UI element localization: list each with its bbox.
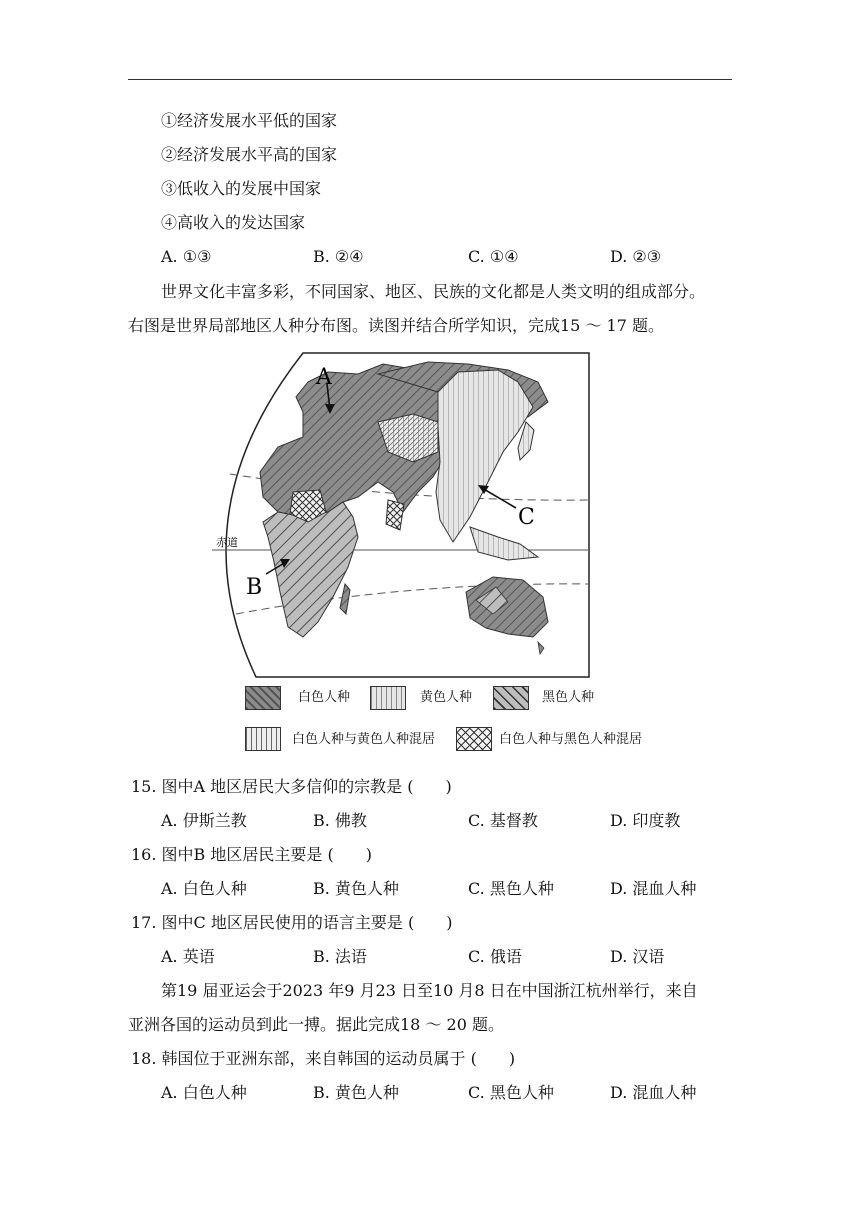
legend-swatch-yellow [370,686,406,710]
legend-label-white-yellow: 白色人种与黄色人种混居 [292,732,436,747]
map-label-a: A [316,365,332,390]
intro2-line-1: 第19 届亚运会于2023 年9 月23 日至10 月8 日在中国浙江杭州举行，来自 [161,981,698,1000]
prev-item-2: ②经济发展水平高的国家 [161,145,338,164]
prev-item-4: ④高收入的发达国家 [161,213,306,232]
q15-choice-d: D. 印度教 [610,811,681,830]
q18-choice-b: B. 黄色人种 [313,1083,399,1102]
map-svg [208,352,592,678]
q18-choice-a: A. 白色人种 [161,1083,247,1102]
legend-swatch-white-yellow [245,727,281,751]
q16-choice-a: A. 白色人种 [161,879,247,898]
q18-choice-d: D. 混血人种 [610,1083,697,1102]
map-label-c: C [518,505,535,530]
q18-stem: 18. 韩国位于亚洲东部，来自韩国的运动员属于 ( ) [131,1049,516,1068]
intro2-line-2: 亚洲各国的运动员到此一搏。据此完成18 ～ 20 题。 [128,1015,504,1034]
prev-choice-b: B. ②④ [313,247,364,266]
prev-choice-a: A. ①③ [161,247,212,266]
q17-choice-c: C. 俄语 [468,947,522,966]
q17-choice-d: D. 汉语 [610,947,665,966]
intro-line-1: 世界文化丰富多彩，不同国家、地区、民族的文化都是人类文明的组成部分。 [161,282,706,301]
header-rule [128,79,732,80]
legend-label-yellow: 黄色人种 [420,690,473,705]
legend-swatch-black [493,686,529,710]
race-distribution-map [208,352,592,678]
legend-label-white: 白色人种 [298,690,351,705]
q16-choice-b: B. 黄色人种 [313,879,399,898]
legend-swatch-white [245,686,281,710]
q15-choice-a: A. 伊斯兰教 [161,811,247,830]
prev-item-1: ①经济发展水平低的国家 [161,111,338,130]
legend-swatch-white-black [456,727,492,751]
q17-choice-b: B. 法语 [313,947,367,966]
q16-choice-c: C. 黑色人种 [468,879,554,898]
intro-line-2: 右图是世界局部地区人种分布图。读图并结合所学知识，完成15 ～ 17 题。 [128,316,664,335]
q15-choice-c: C. 基督教 [468,811,538,830]
q17-stem: 17. 图中C 地区居民使用的语言主要是 ( ) [131,913,453,932]
q15-choice-b: B. 佛教 [313,811,367,830]
prev-choice-c: C. ①④ [468,247,519,266]
q15-stem: 15. 图中A 地区居民大多信仰的宗教是 ( ) [131,777,452,796]
q16-choice-d: D. 混血人种 [610,879,697,898]
legend-label-black: 黑色人种 [542,690,595,705]
q17-choice-a: A. 英语 [161,947,215,966]
map-label-b: B [246,575,263,600]
q18-choice-c: C. 黑色人种 [468,1083,554,1102]
prev-item-3: ③低收入的发展中国家 [161,179,322,198]
map-equator-label: 赤道 [216,536,238,549]
legend-label-white-black: 白色人种与黑色人种混居 [499,732,643,747]
q16-stem: 16. 图中B 地区居民主要是 ( ) [131,845,372,864]
prev-choice-d: D. ②③ [610,247,662,266]
